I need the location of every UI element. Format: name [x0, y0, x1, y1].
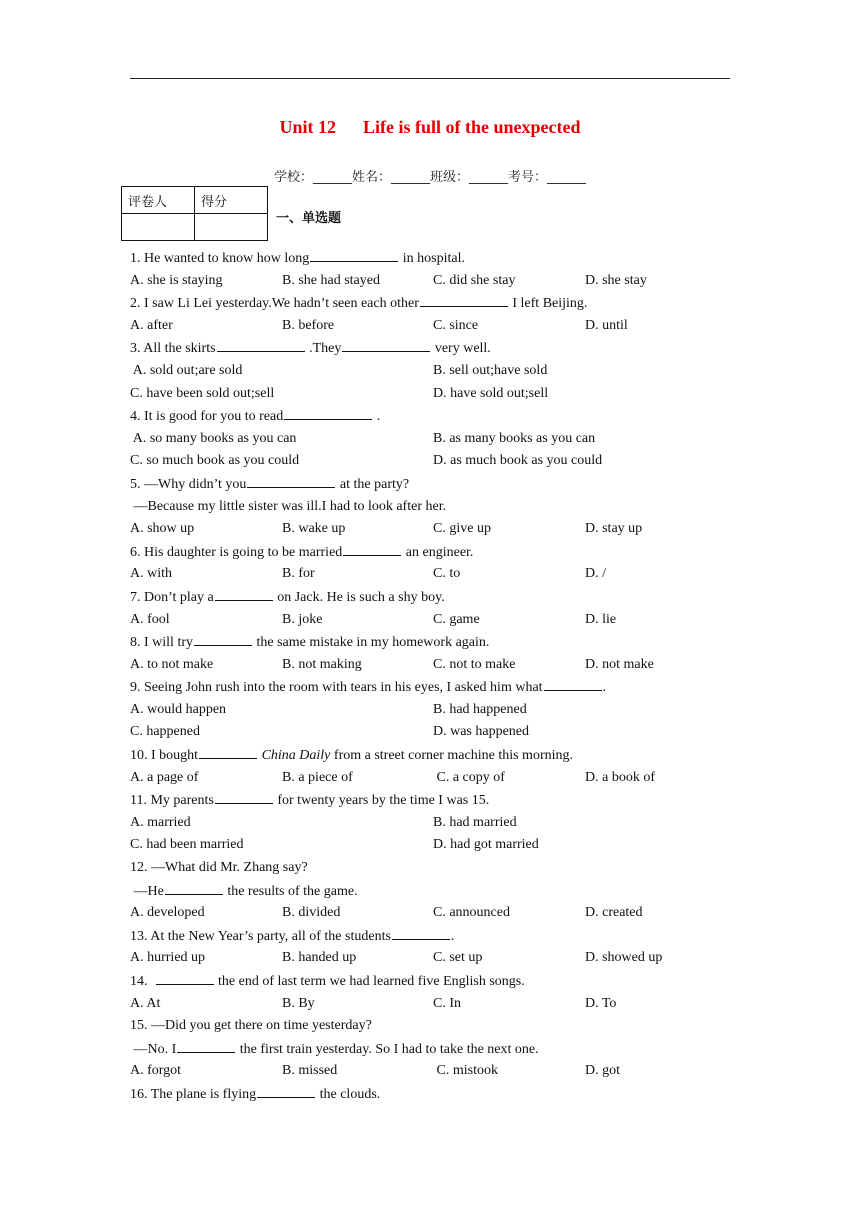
options-row	[130, 360, 750, 383]
answer-blank[interactable]	[420, 292, 508, 307]
answer-option[interactable]: D. a book of	[585, 769, 655, 785]
options-row	[130, 518, 750, 541]
options-row	[130, 947, 750, 970]
answer-blank[interactable]	[215, 586, 273, 601]
answer-option[interactable]: B. divided	[282, 905, 341, 921]
options-row	[130, 812, 750, 835]
italic-text: China Daily	[261, 748, 331, 764]
question-stem: 15. —Did you get there on time yesterday?	[130, 1018, 372, 1034]
answer-option[interactable]: B. she had stayed	[282, 272, 380, 288]
question-stem: 3. All the skirts .They very well.	[130, 337, 750, 360]
answer-option[interactable]: D. had got married	[433, 837, 539, 853]
answer-option[interactable]: D. have sold out;sell	[433, 385, 549, 401]
dialogue-line: —Because my little sister was ill.I had to look after her.	[130, 498, 447, 514]
options-row	[130, 721, 750, 744]
answer-option[interactable]: D. showed up	[585, 950, 663, 966]
answer-option[interactable]: C. give up	[433, 521, 491, 537]
answer-option[interactable]: C. set up	[433, 950, 483, 966]
answer-option[interactable]: C. a copy of	[433, 769, 505, 785]
answer-blank[interactable]	[177, 1038, 235, 1053]
answer-option[interactable]: C. game	[433, 611, 480, 627]
grader-cell[interactable]	[122, 214, 195, 241]
student-info-line: 学校：______姓名：______班级：______考号：______	[273, 170, 586, 185]
options-row	[130, 699, 750, 722]
answer-option[interactable]: C. In	[433, 995, 461, 1011]
page-title: Unit 12 Life is full of the unexpected	[279, 117, 581, 137]
question-stem: 9. Seeing John rush into the room with tears in his eyes, I asked him what .	[130, 676, 750, 699]
answer-option[interactable]: A. hurried up	[130, 950, 206, 966]
answer-option[interactable]: A. fool	[130, 611, 170, 627]
answer-blank[interactable]	[257, 1083, 315, 1098]
answer-option[interactable]: C. not to make	[433, 656, 516, 672]
answer-option[interactable]: A. a page of	[130, 769, 199, 785]
options-row	[130, 834, 750, 857]
options-row	[130, 993, 750, 1016]
answer-option[interactable]: B. sell out;have sold	[433, 362, 548, 378]
options-row	[130, 315, 750, 338]
question-stem: 16. The plane is flying the clouds.	[130, 1083, 750, 1106]
dialogue-line: —He the results of the game.	[130, 880, 750, 903]
answer-option[interactable]: C. to	[433, 566, 461, 582]
answer-option[interactable]: B. a piece of	[282, 769, 353, 785]
answer-option[interactable]: B. missed	[282, 1063, 338, 1079]
answer-option[interactable]: A. show up	[130, 521, 195, 537]
question-list	[130, 247, 750, 1106]
answer-option[interactable]: D. /	[585, 566, 606, 582]
answer-option[interactable]: B. as many books as you can	[433, 430, 596, 446]
answer-option[interactable]: B. before	[282, 317, 335, 333]
question-stem: 14. the end of last term we had learned five English songs.	[130, 970, 750, 993]
answer-option[interactable]: C. have been sold out;sell	[130, 385, 275, 401]
answer-option[interactable]: D. was happened	[433, 724, 530, 740]
question-stem: 11. My parents for twenty years by the time I was 15.	[130, 789, 750, 812]
options-row	[130, 609, 750, 632]
score-cell[interactable]	[195, 214, 268, 241]
answer-option[interactable]: C. since	[433, 317, 479, 333]
options-row	[130, 428, 750, 451]
options-row	[130, 767, 750, 790]
question-stem: 8. I will try the same mistake in my homework again.	[130, 631, 750, 654]
answer-blank[interactable]	[284, 405, 372, 420]
question-stem: 12. —What did Mr. Zhang say?	[130, 860, 308, 876]
answer-blank[interactable]	[310, 247, 398, 262]
answer-option[interactable]: B. had happened	[433, 701, 527, 717]
score-label: 得分	[195, 187, 268, 214]
question-stem: 6. His daughter is going to be married an engineer.	[130, 541, 750, 564]
answer-option[interactable]: D. as much book as you could	[433, 453, 603, 469]
header-rule	[130, 78, 730, 79]
options-row	[130, 270, 750, 293]
answer-option[interactable]: A. forgot	[130, 1063, 182, 1079]
options-row	[130, 450, 750, 473]
answer-option[interactable]: A. she is staying	[130, 272, 223, 288]
answer-option[interactable]: D. until	[585, 317, 628, 333]
answer-blank[interactable]	[392, 925, 450, 940]
answer-option[interactable]: A. after	[130, 317, 173, 333]
answer-option[interactable]: D. she stay	[585, 272, 647, 288]
options-row	[130, 383, 750, 406]
answer-option[interactable]: C. so much book as you could	[130, 453, 300, 469]
answer-option[interactable]: A. At	[130, 995, 161, 1011]
question-stem: 13. At the New Year’s party, all of the students .	[130, 925, 750, 948]
answer-blank[interactable]	[217, 337, 305, 352]
answer-option[interactable]: C. had been married	[130, 837, 244, 853]
answer-option[interactable]: D. created	[585, 905, 643, 921]
answer-option[interactable]: B. By	[282, 995, 315, 1011]
answer-blank[interactable]	[156, 970, 214, 985]
answer-option[interactable]: B. joke	[282, 611, 323, 627]
answer-option[interactable]: A. developed	[130, 905, 205, 921]
answer-option[interactable]: B. handed up	[282, 950, 357, 966]
answer-option[interactable]: D. To	[585, 995, 617, 1011]
answer-blank[interactable]	[343, 541, 401, 556]
answer-option[interactable]: C. mistook	[433, 1063, 498, 1079]
answer-option[interactable]: B. wake up	[282, 521, 346, 537]
answer-option[interactable]: A. so many books as you can	[130, 430, 297, 446]
answer-blank[interactable]	[342, 337, 430, 352]
question-stem: 2. I saw Li Lei yesterday.We hadn’t seen each other I left Beijing.	[130, 292, 750, 315]
options-row	[130, 654, 750, 677]
answer-option[interactable]: C. happened	[130, 724, 200, 740]
answer-option[interactable]: A. with	[130, 566, 172, 582]
answer-blank[interactable]	[165, 880, 223, 895]
answer-blank[interactable]	[215, 789, 273, 804]
answer-option[interactable]: D. not make	[585, 656, 654, 672]
answer-option[interactable]: D. lie	[585, 611, 617, 627]
answer-option[interactable]: B. not making	[282, 656, 362, 672]
answer-option[interactable]: C. announced	[433, 905, 510, 921]
answer-blank[interactable]	[199, 744, 257, 759]
dialogue-line: —No. I the first train yesterday. So I had to take the next one.	[130, 1038, 750, 1061]
question-stem: 1. He wanted to know how long in hospital.	[130, 247, 750, 270]
answer-option[interactable]: B. for	[282, 566, 315, 582]
score-table	[121, 186, 268, 241]
answer-option[interactable]: A. sold out;are sold	[130, 362, 243, 378]
answer-blank[interactable]	[247, 473, 335, 488]
question-stem: 10. I bought China Daily from a street corner machine this morning.	[130, 744, 750, 767]
answer-option[interactable]: A. to not make	[130, 656, 214, 672]
grader-label: 评卷人	[122, 187, 195, 214]
question-stem: 4. It is good for you to read .	[130, 405, 750, 428]
question-stem: 7. Don’t play a on Jack. He is such a shy boy.	[130, 586, 750, 609]
question-stem: 5. —Why didn’t you at the party?	[130, 473, 750, 496]
answer-option[interactable]: D. got	[585, 1063, 620, 1079]
answer-option[interactable]: A. would happen	[130, 701, 227, 717]
answer-option[interactable]: C. did she stay	[433, 272, 516, 288]
options-row	[130, 1060, 750, 1083]
answer-blank[interactable]	[544, 676, 602, 691]
options-row	[130, 902, 750, 925]
answer-option[interactable]: D. stay up	[585, 521, 643, 537]
answer-option[interactable]: B. had married	[433, 814, 517, 830]
section-title: 一、单选题	[276, 211, 342, 226]
answer-blank[interactable]	[194, 631, 252, 646]
answer-option[interactable]: A. married	[130, 814, 191, 830]
options-row	[130, 563, 750, 586]
